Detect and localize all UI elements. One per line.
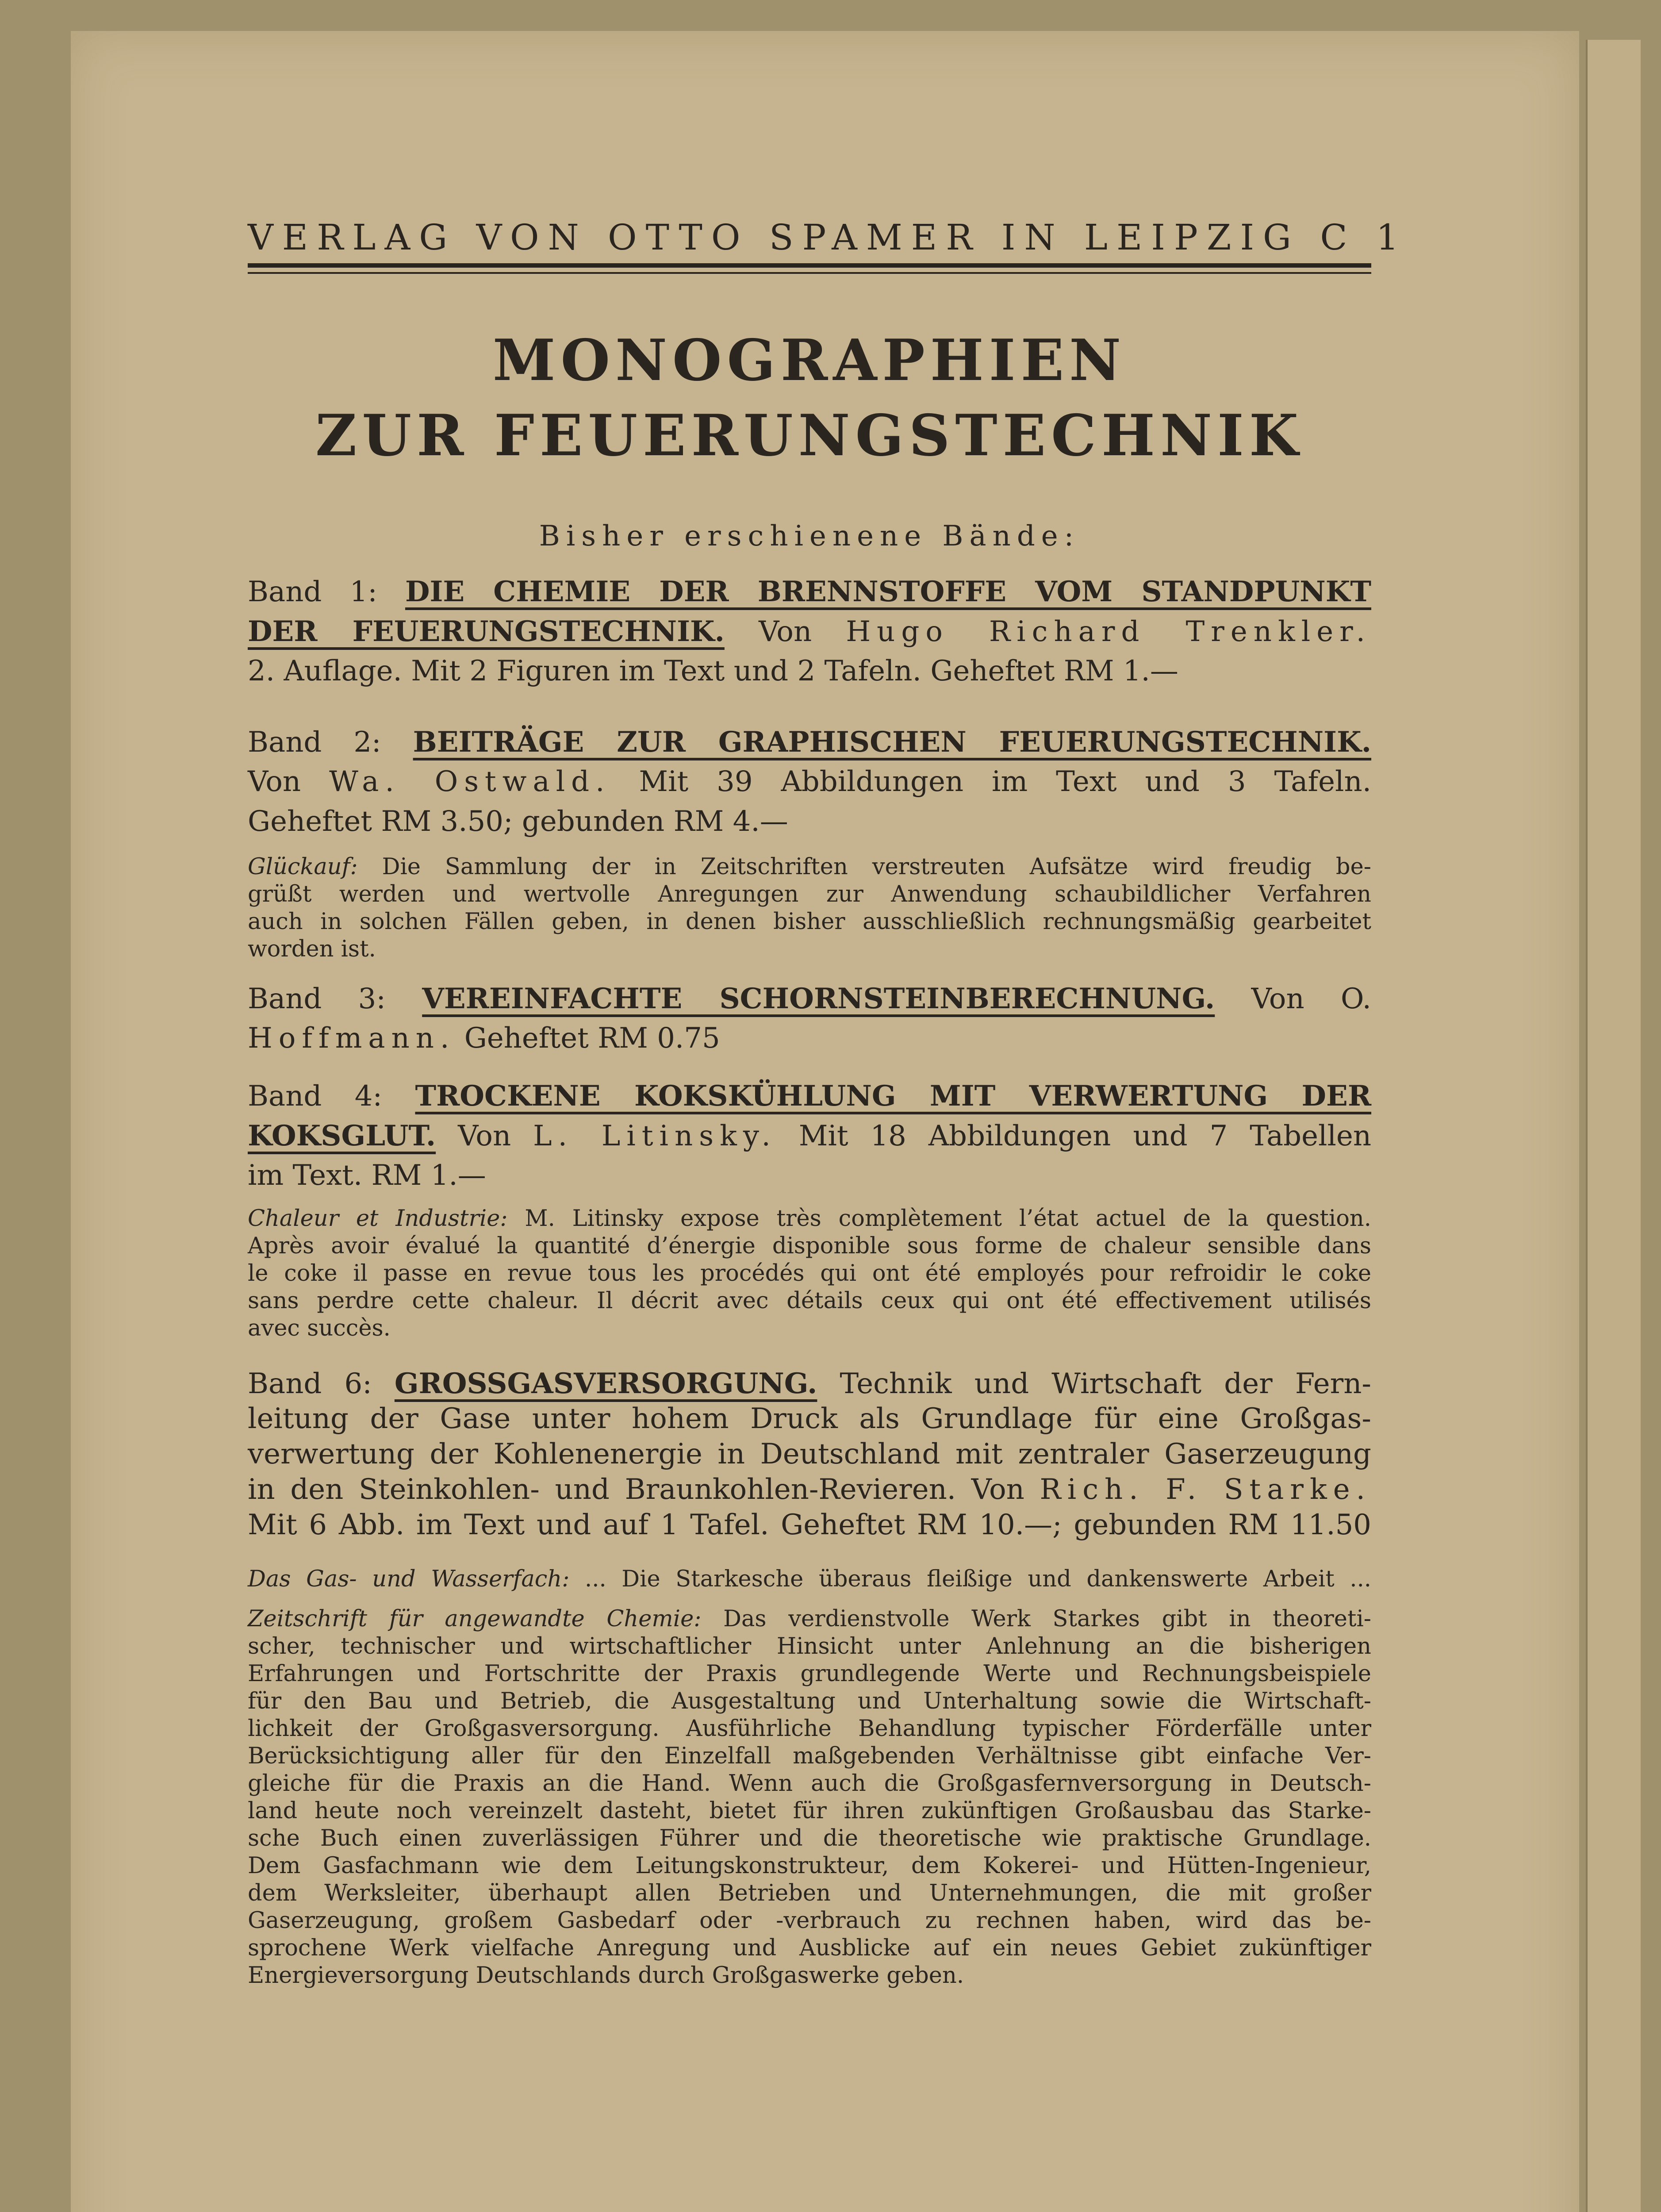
band-3-details: Geheftet RM 0.75 <box>464 1022 720 1055</box>
band-6-line-3: verwertung der Kohlenenergie in Deutschland mit zentraler Gaserzeugung <box>248 1438 1371 1471</box>
band-4-line-1 <box>248 1079 1371 1113</box>
band-6-review-2-line-11: dem Werksleiter, überhaupt allen Betrieben und Unternehmungen, die mit großer <box>248 1880 1371 1906</box>
band-3-line-2 <box>248 1022 1371 1055</box>
band-6-review-2-line-3: Erfahrungen und Fortschritte der Praxis grundlegende Werte und Rechnungsbeispiele <box>248 1661 1371 1687</box>
band-2-author: Wa. Ostwald. <box>329 765 611 798</box>
band-2-details-a: Mit 39 Abbildungen im Text und 3 Tafeln. <box>639 765 1372 798</box>
series-title-line1: MONOGRAPHIEN <box>492 327 1127 394</box>
band-6-review-1-source: Das Gas- und Wasserfach: <box>248 1566 570 1592</box>
band-3-author: Hoffmann. <box>248 1022 456 1055</box>
series-title-line2: ZUR FEUERUNGSTECHNIK <box>315 403 1304 469</box>
band-1-title-a: DIE CHEMIE DER BRENNSTOFFE VOM STANDPUNKT <box>405 575 1371 608</box>
band-6-line-1 <box>248 1367 1371 1400</box>
band-2-details-b: Geheftet RM 3.50; gebunden RM 4.— <box>248 805 788 838</box>
band-4-label: Band 4: <box>248 1080 383 1113</box>
band-4-line-2 <box>248 1119 1371 1152</box>
band-1-von: Von <box>759 615 812 648</box>
band-6-line-2: leitung der Gase unter hohem Druck als Grundlage für eine Großgas- <box>248 1402 1371 1435</box>
band-6-review-2-source: Zeitschrift für angewandte Chemie: <box>248 1606 702 1632</box>
band-2-label: Band 2: <box>248 726 381 759</box>
band-2-line-2 <box>248 765 1371 798</box>
band-2-title: BEITRÄGE ZUR GRAPHISCHEN FEUERUNGSTECHNIK. <box>413 726 1372 759</box>
band-6-line-4 <box>248 1473 1371 1506</box>
band-6-review-2-line-14: Energieversorgung Deutschlands durch Großgaswerke geben. <box>248 1962 964 1989</box>
band-1-details: 2. Auflage. Mit 2 Figuren im Text und 2 Tafeln. Geheftet RM 1.— <box>248 655 1178 687</box>
band-4-review-source: Chaleur et Industrie: <box>248 1206 508 1232</box>
header-rule-thick <box>248 263 1371 268</box>
band-1-label: Band 1: <box>248 576 377 608</box>
band-6-author: Rich. F. Starke. <box>1040 1473 1372 1506</box>
band-2-review-source: Glückauf: <box>248 854 358 880</box>
band-4-review-line-4: sans perdre cette chaleur. Il décrit avec détails ceux qui ont été effectivement utilisés <box>248 1288 1371 1314</box>
band-1-title-b: DER FEUERUNGSTECHNIK. <box>248 615 725 648</box>
band-4-review-line-3: le coke il passe en revue tous les procédés qui ont été employés pour refroidir le coke <box>248 1260 1371 1286</box>
band-4-title-a: TROCKENE KOKSKÜHLUNG MIT VERWERTUNG DER <box>415 1079 1372 1113</box>
subtitle: Bisher erschienene Bände: <box>539 520 1080 553</box>
band-3-label: Band 3: <box>248 983 386 1015</box>
band-6-review-2-line-9: sche Buch einen zuverlässigen Führer und die theoretische wie praktische Grundlage. <box>248 1825 1371 1851</box>
band-6-review-2-line-7: gleiche für die Praxis an die Hand. Wenn auch die Großgasfernversorgung in Deutsch- <box>248 1770 1371 1797</box>
band-4-author: L. Litinsky. <box>533 1120 777 1152</box>
band-6-review-2-line-4: für den Bau und Betrieb, die Ausgestaltung und Unterhaltung sowie die Wirtschaft- <box>248 1688 1371 1714</box>
band-2-review-line-1 <box>248 854 1371 880</box>
band-2-review-text-1: Die Sammlung der in Zeitschriften verstreuten Aufsätze wird freudig be- <box>382 854 1371 880</box>
band-6-review-1-line <box>248 1566 1371 1592</box>
header-rule-thin <box>248 272 1371 274</box>
band-2-review-line-3: auch in solchen Fällen geben, in denen bisher ausschließlich rechnungsmäßig gearbeitet <box>248 909 1371 935</box>
next-page-edge <box>1586 40 1641 2212</box>
band-6-desc-4a: in den Steinkohlen- und Braunkohlen-Revieren. Von <box>248 1473 1024 1506</box>
band-1-line-2 <box>248 615 1371 648</box>
band-6-review-1-text: ... Die Starkesche überaus fleißige und dankenswerte Arbeit ... <box>585 1566 1371 1592</box>
band-4-details-a: Mit 18 Abbildungen und 7 Tabellen <box>798 1120 1372 1152</box>
band-6-label: Band 6: <box>248 1367 372 1400</box>
band-6-review-2-line-2: scher, technischer und wirtschaftlicher Hinsicht unter Anlehnung an die bisherigen <box>248 1633 1371 1659</box>
band-6-review-2-line-6: Berücksichtigung aller für den Einzelfall maßgebenden Verhältnisse gibt einfache Ver- <box>248 1743 1371 1769</box>
band-3-von: Von O. <box>1251 983 1371 1015</box>
band-6-desc-1: Technik und Wirtschaft der Fern- <box>840 1367 1372 1400</box>
band-4-review-text-1: M. Litinsky expose très complètement l’état actuel de la question. <box>525 1206 1371 1232</box>
band-6-review-2-line-1 <box>248 1606 1371 1632</box>
band-4-von: Von <box>458 1120 511 1152</box>
band-6-review-2-line-13: sprochene Werk vielfache Anregung und Ausblicke auf ein neues Gebiet zukünftiger <box>248 1935 1371 1961</box>
band-6-line-5: Mit 6 Abb. im Text und auf 1 Tafel. Geheftet RM 10.—; gebunden RM 11.50 <box>248 1509 1371 1541</box>
band-2-von: Von <box>248 765 301 798</box>
band-3-line-1 <box>248 982 1371 1015</box>
band-6-review-2-line-8: land heute noch vereinzelt dasteht, bietet für ihren zukünftigen Großausbau das Starke- <box>248 1798 1371 1824</box>
band-3-title: VEREINFACHTE SCHORNSTEINBERECHNUNG. <box>422 982 1215 1015</box>
publisher-header: VERLAG VON OTTO SPAMER IN LEIPZIG C 1 <box>248 217 1408 258</box>
band-2-line-1 <box>248 726 1371 759</box>
band-6-review-2-line-12: Gaserzeugung, großem Gasbedarf oder -verbrauch zu rechnen haben, wird das be- <box>248 1908 1371 1934</box>
band-6-review-2-line-10: Dem Gasfachmann wie dem Leitungskonstrukteur, dem Kokerei- und Hütten-Ingenieur, <box>248 1853 1371 1879</box>
band-6-title: GROSSGASVERSORGUNG. <box>394 1367 817 1400</box>
band-2-review-line-2: grüßt werden und wertvolle Anregungen zur Anwendung schaubildlicher Verfahren <box>248 881 1371 907</box>
band-4-review-line-5: avec succès. <box>248 1315 391 1341</box>
band-1-author: Hugo Richard Trenkler. <box>846 615 1371 648</box>
band-6-review-2-line-5: lichkeit der Großgasversorgung. Ausführliche Behandlung typischer Förderfälle unter <box>248 1716 1371 1742</box>
band-4-title-b: KOKSGLUT. <box>248 1119 436 1152</box>
band-1-line-1 <box>248 575 1371 608</box>
band-6-review-2-text-1: Das verdienstvolle Werk Starkes gibt in theoreti- <box>723 1606 1371 1632</box>
band-4-details-b: im Text. RM 1.— <box>248 1159 486 1192</box>
band-4-review-line-2: Après avoir évalué la quantité d’énergie disponible sous forme de chaleur sensible dans <box>248 1233 1371 1259</box>
band-4-review-line-1 <box>248 1206 1371 1232</box>
band-2-review-line-4: worden ist. <box>248 936 376 962</box>
